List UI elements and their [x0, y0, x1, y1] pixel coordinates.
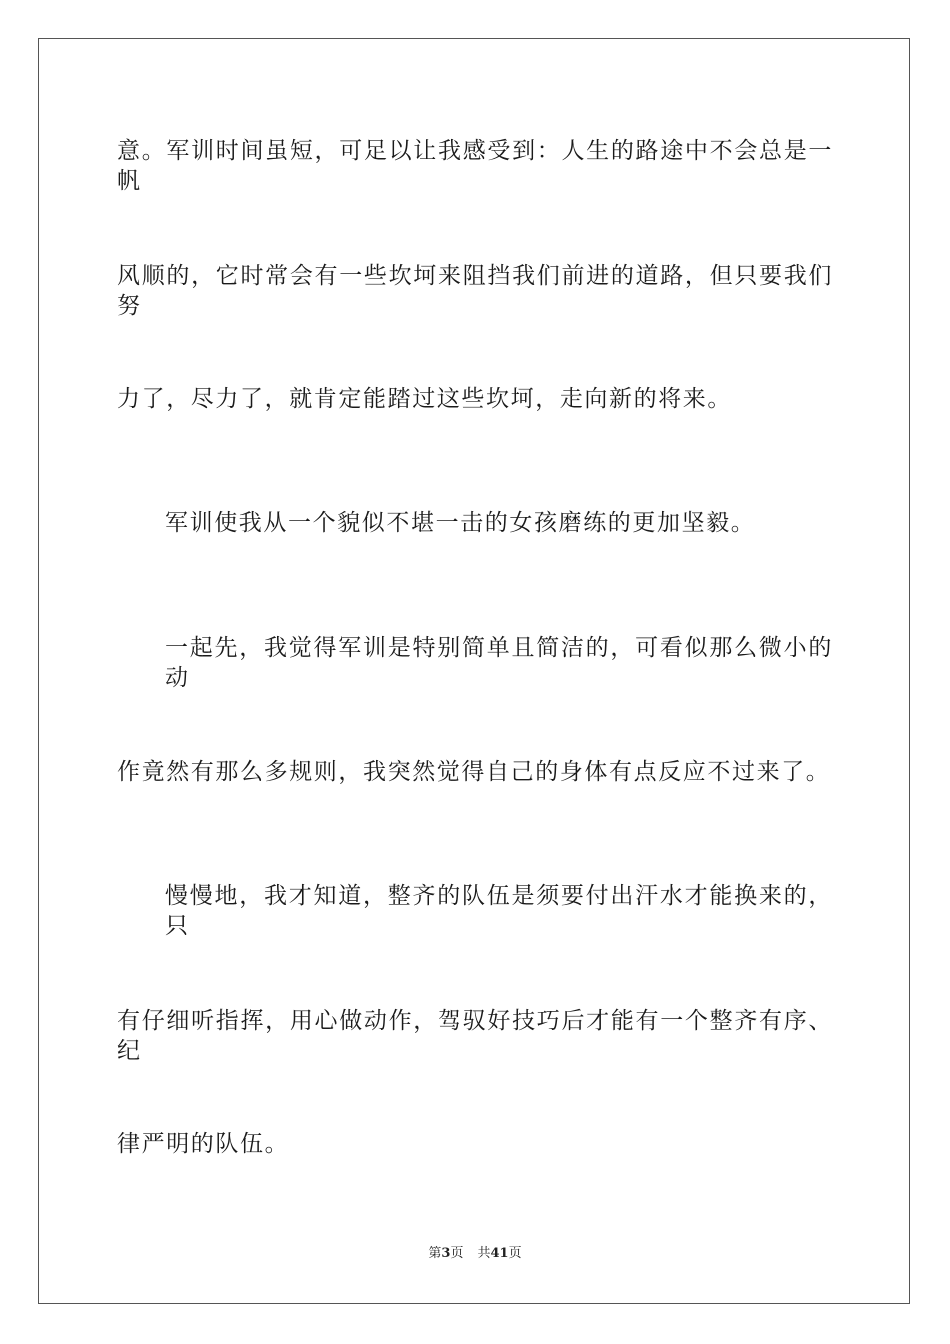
paragraph-first-line: 慢慢地，我才知道，整齐的队伍是须要付出汗水才能换来的，只 [165, 883, 833, 939]
total-suffix: 页 [508, 1246, 522, 1261]
text-line: 作竟然有那么多规则，我突然觉得自己的身体有点反应不过来了。 [117, 759, 831, 785]
text-line: 风顺的，它时常会有一些坎坷来阻挡我们前进的道路，但只要我们努 [117, 263, 833, 319]
page-suffix: 页 [450, 1246, 464, 1261]
page-prefix: 第 [428, 1246, 442, 1261]
text-line: 律严明的队伍。 [117, 1131, 290, 1157]
paragraph-first-line: 一起先，我觉得军训是特别简单且简洁的，可看似那么微小的动 [165, 635, 833, 691]
text-line: 有仔细听指挥，用心做动作，驾驭好技巧后才能有一个整齐有序、纪 [117, 1008, 833, 1064]
text-line: 意。军训时间虽短，可足以让我感受到：人生的路途中不会总是一帆 [117, 138, 833, 194]
text-line: 力了，尽力了，就肯定能踏过这些坎坷，走向新的将来。 [117, 386, 732, 412]
page-number: 3 [441, 1246, 451, 1261]
total-prefix: 共 [477, 1246, 491, 1261]
paragraph-first-line: 军训使我从一个貌似不堪一击的女孩磨练的更加坚毅。 [165, 510, 756, 536]
total-pages: 41 [490, 1246, 509, 1261]
page-footer [0, 1246, 950, 1262]
